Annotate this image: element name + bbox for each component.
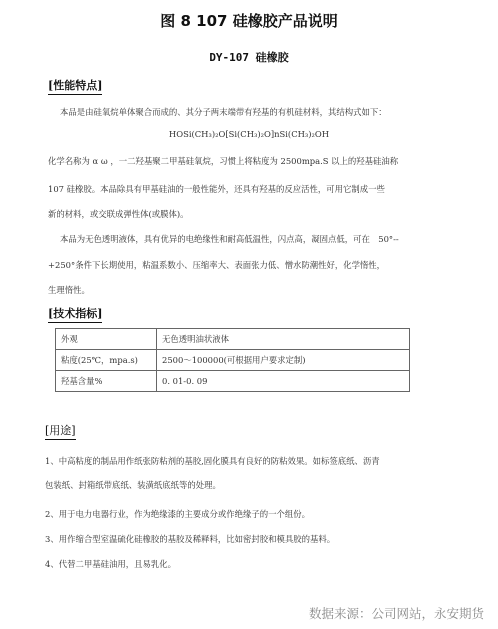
features-para2-line3: 生理惰性。 [48, 285, 90, 295]
features-heading: [性能特点] [48, 77, 102, 93]
usage-item-2: 2、用于电力电器行业，作为绝缘漆的主要成分或作绝缘子的一个组份。 [45, 509, 310, 519]
features-para2-line2: +250°条件下长期使用，粘温系数小、压缩率大、表面张力低、憎水防潮性好，化学惰性， [48, 260, 386, 270]
features-para1-line1: 化学名称为 α ω ，一二羟基聚二甲基硅氧烷，习惯上将粘度为 2500mpa.S 以上的羟基硅油称 [48, 156, 399, 166]
features-intro: 本品是由硅氧烷单体聚合而成的、其分子两末端带有羟基的有机硅材料，其结构式如下： [60, 107, 387, 117]
spec-value-cell: 2500～100000(可根据用户要求定制) [157, 350, 410, 371]
product-name: DY-107 硅橡胶 [209, 51, 289, 64]
features-para2-line1: 本品为无色透明液体，具有优异的电绝缘性和耐高低温性，闪点高，凝固点低，可在 50°-- [60, 234, 399, 244]
features-para1-line3: 新的材料，或交联成弹性体(或膜体)。 [48, 209, 189, 219]
table-row [56, 329, 410, 350]
usage-item-1-line2: 包装纸、封箱纸带底纸、装潢纸底纸等的处理。 [45, 480, 221, 490]
spec-name-cell: 羟基含量% [56, 371, 157, 392]
features-para1-line2: 107 硅橡胶。本品除具有甲基硅油的一般性能外，还具有羟基的反应活性，可用它制成一些 [48, 184, 385, 194]
spec-value-cell: 无色透明油状液体 [157, 329, 410, 350]
table-row [56, 350, 410, 371]
table-row [56, 371, 410, 392]
specs-heading-underline [48, 322, 102, 323]
document-title: 图 8 107 硅橡胶产品说明 [160, 12, 338, 30]
spec-name-cell: 外观 [56, 329, 157, 350]
structural-formula: HOSi(CH₃)₂O[Si(CH₃)₂O]nSi(CH₃)₂OH [168, 129, 330, 139]
usage-heading: [用途] [45, 422, 76, 438]
spec-name-cell: 粘度(25℃，mpa.s) [56, 350, 157, 371]
source-note: 数据来源：公司网站，永安期货 [308, 606, 484, 621]
specs-heading: [技术指标] [48, 305, 102, 321]
usage-item-3: 3、用作缩合型室温硫化硅橡胶的基胶及稀释料，比如密封胶和模具胶的基料。 [45, 534, 336, 544]
spec-value-cell: 0. 01-0. 09 [157, 371, 410, 392]
usage-item-4: 4、代替二甲基硅油用，且易乳化。 [45, 559, 176, 569]
spec-table [55, 328, 410, 392]
usage-item-1-line1: 1、中高粘度的制品用作纸张防粘剂的基胶,固化膜具有良好的防粘效果。如标签底纸、沥青 [45, 456, 380, 466]
features-heading-underline [48, 94, 102, 95]
usage-heading-underline [45, 439, 76, 440]
